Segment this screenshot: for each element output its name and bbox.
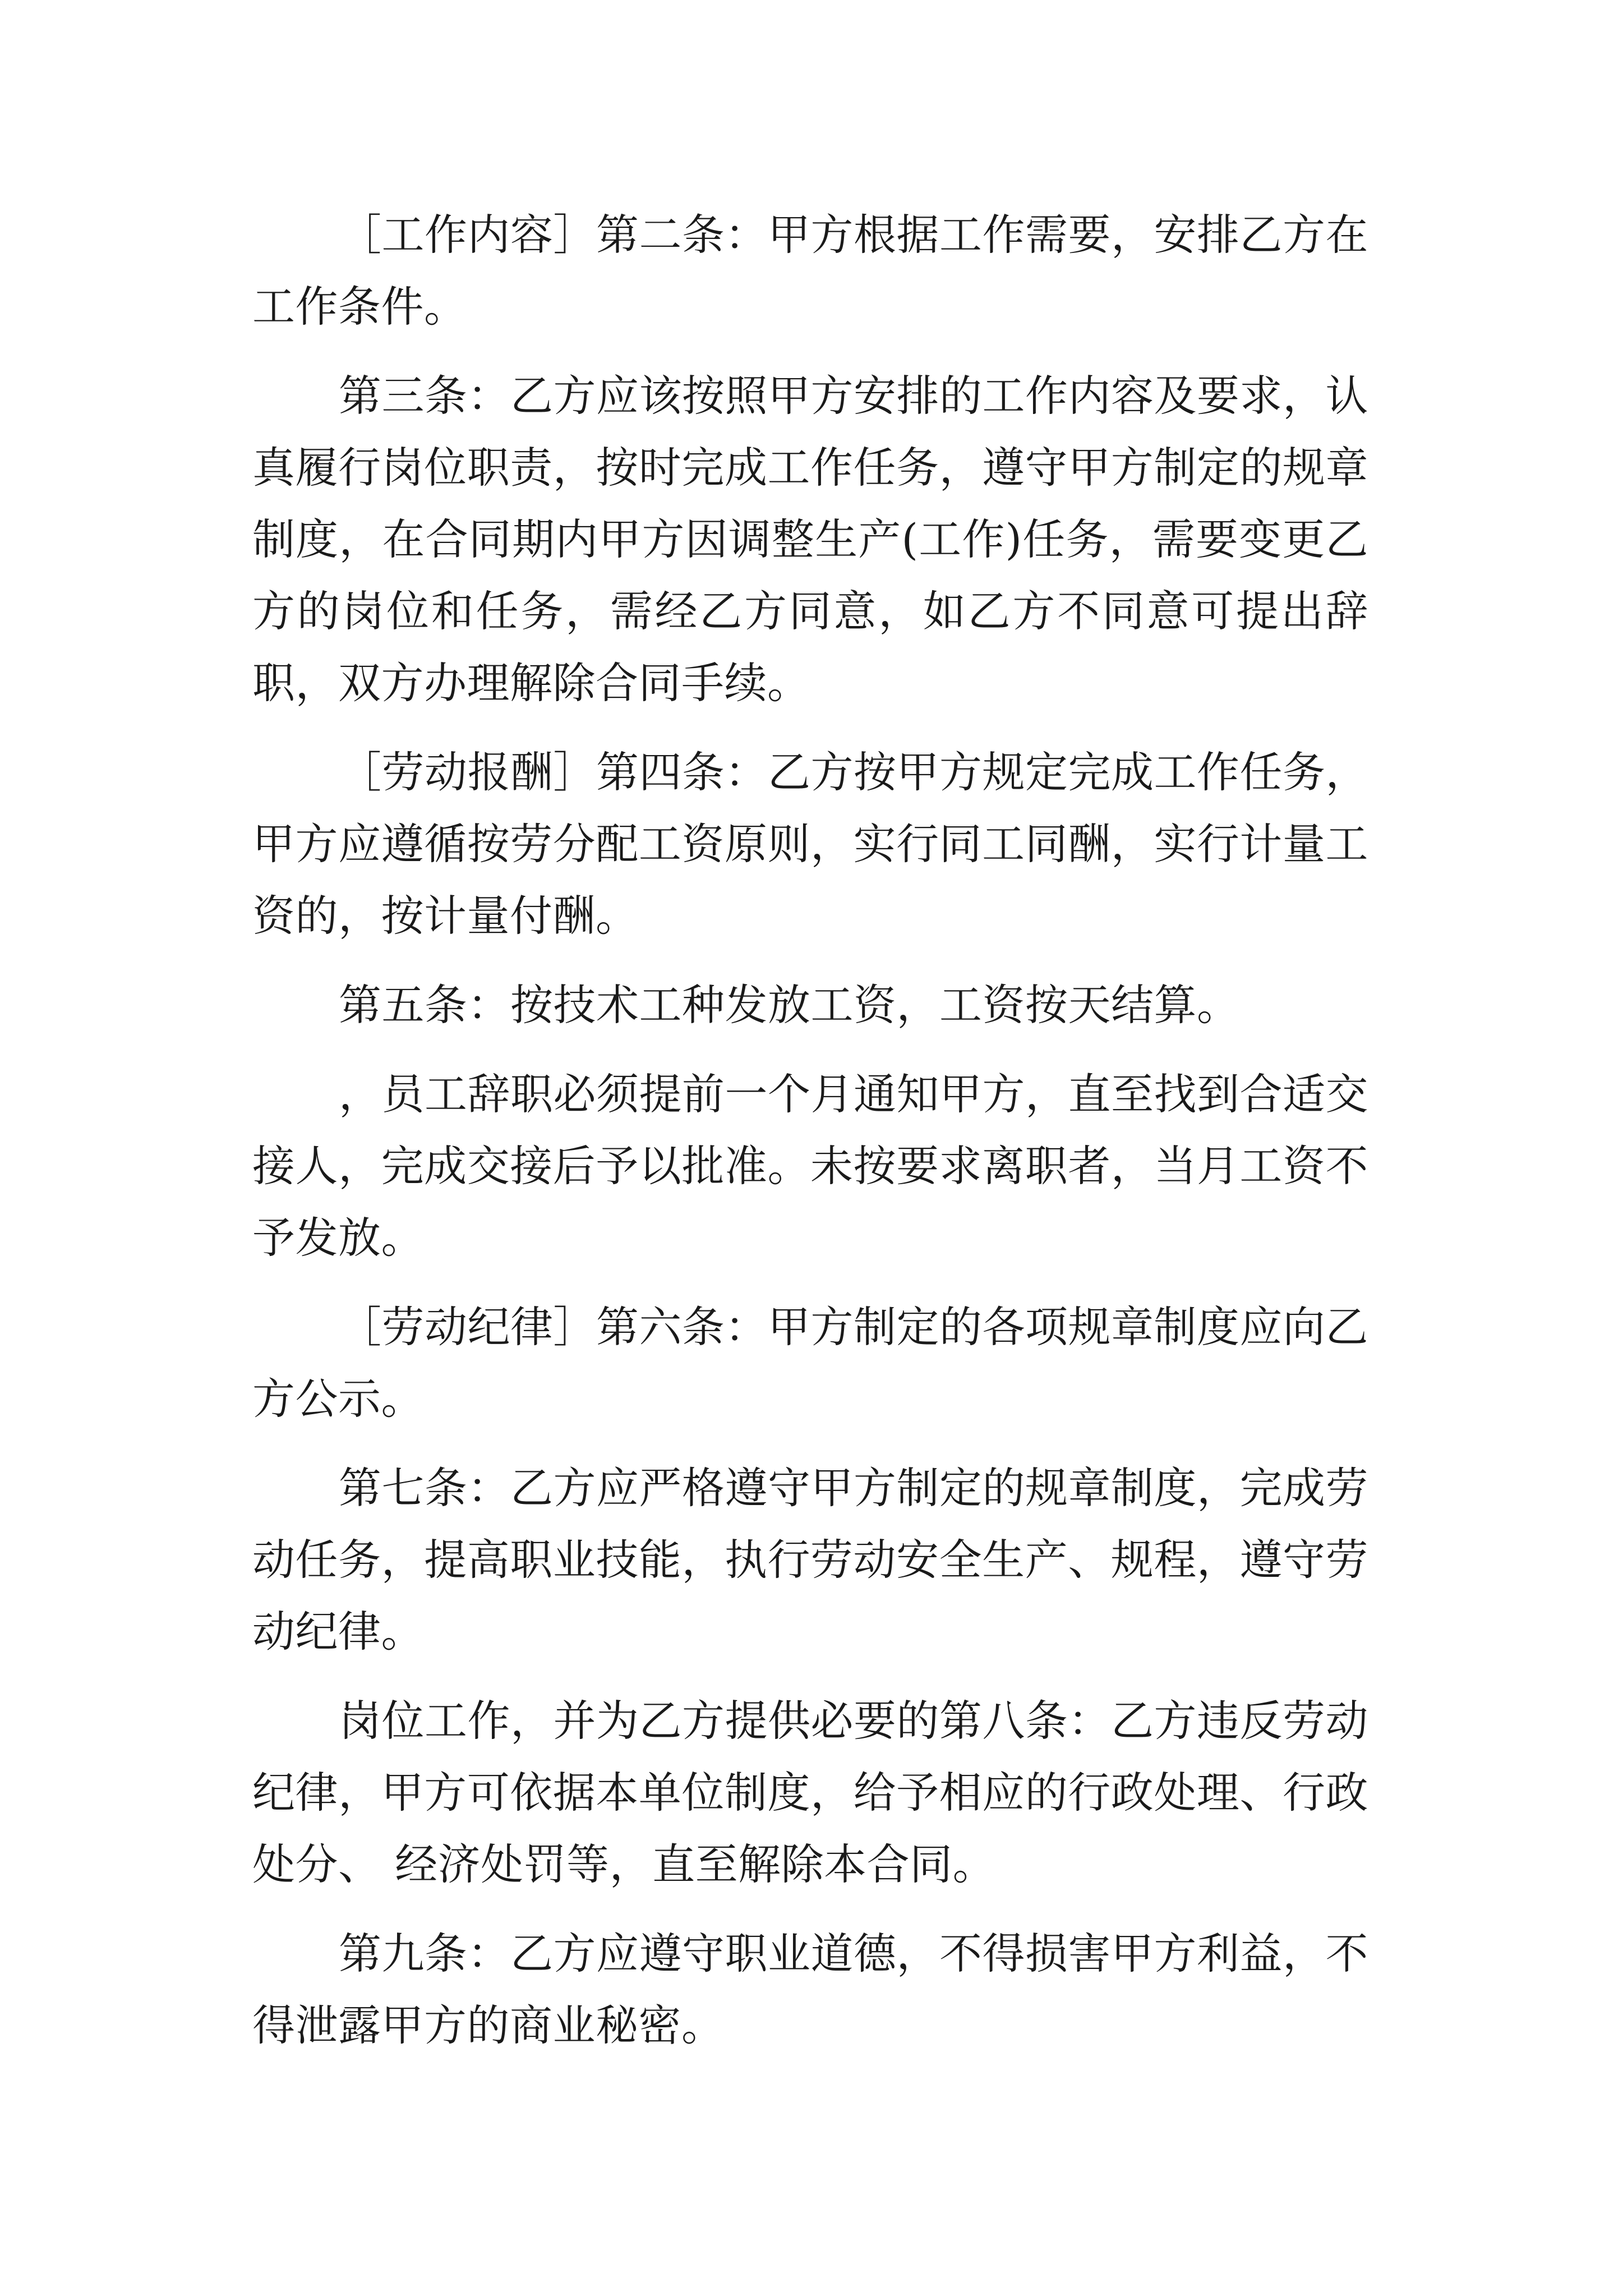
paragraph-labor-discipline-article-6: ［劳动纪律］第六条：甲方制定的各项规章制度应向乙方公示。: [252, 1302, 1368, 1424]
paragraph-article-8: 岗位工作，并为乙方提供必要的第八条：乙方违反劳动纪律，甲方可依据本单位制度，给予相应的行政处理、行政处分、 经济处罚等，直至解除本合同。: [252, 1696, 1368, 1889]
paragraph-article-3: 第三条：乙方应该按照甲方安排的工作内容及要求，认真履行岗位职责，按时完成工作任务，遵守甲方制定的规章制度，在合同期内甲方因调整生产(工作)任务，需要变更乙方的岗位和任务，需经乙方同意，如乙方不同意可提出辞职，双方办理解除合同手续。: [252, 371, 1368, 708]
paragraph-work-content-article-2: ［工作内容］第二条：甲方根据工作需要，安排乙方在工作条件。: [252, 210, 1368, 332]
paragraph-resignation-notice: ，员工辞职必须提前一个月通知甲方，直至找到合适交接人，完成交接后予以批准。未按要求离职者，当月工资不予发放。: [252, 1069, 1368, 1263]
paragraph-labor-remuneration-article-4: ［劳动报酬］第四条：乙方按甲方规定完成工作任务，甲方应遵循按劳分配工资原则，实行同工同酬，实行计量工资的，按计量付酬。: [252, 747, 1368, 941]
paragraph-article-9: 第九条：乙方应遵守职业道德，不得损害甲方利益，不得泄露甲方的商业秘密。: [252, 1929, 1368, 2050]
paragraph-article-5: 第五条：按技术工种发放工资，工资按天结算。: [339, 980, 1240, 1030]
paragraph-article-7: 第七条：乙方应严格遵守甲方制定的规章制度，完成劳动任务，提高职业技能，执行劳动安全生产、规程，遵守劳动纪律。: [252, 1463, 1368, 1657]
document-body: [252, 199, 1368, 2079]
